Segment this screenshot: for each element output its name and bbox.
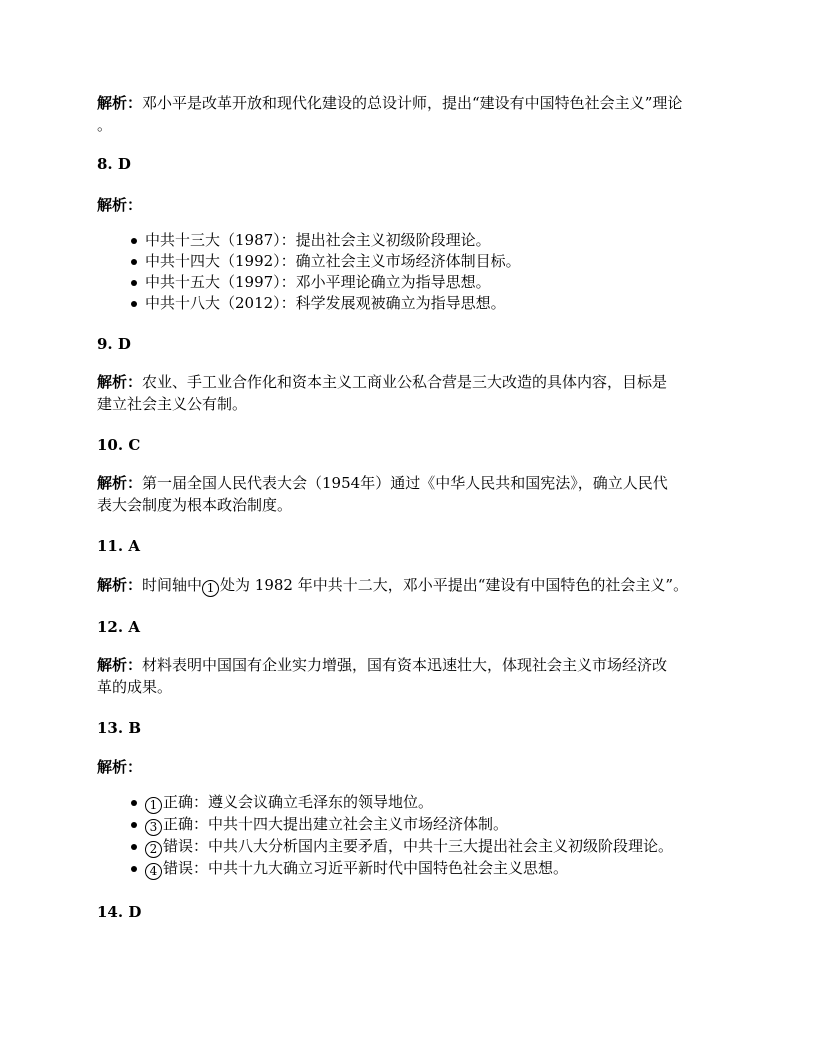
list-item-text: 错误：中共十九大确立习近平新时代中国特色社会主义思想。 — [163, 859, 569, 877]
analysis-text: 革的成果。 — [97, 678, 173, 696]
answer-11: 11. A — [97, 537, 140, 555]
list-item-text: 正确：遵义会议确立毛泽东的领导地位。 — [163, 793, 434, 811]
analysis-text: 材料表明中国国有企业实力增强，国有资本迅速壮大，体现社会主义市场经济改 — [142, 656, 668, 674]
q12-analysis — [97, 654, 723, 698]
analysis-label: 解析： — [97, 196, 143, 214]
circled-number: 1 — [202, 580, 219, 597]
analysis-text: 时间轴中 — [142, 576, 203, 594]
analysis-text: 邓小平是改革开放和现代化建设的总设计师，提出“建设有中国特色社会主义”理论 — [142, 94, 683, 112]
list-item — [145, 792, 723, 814]
answer-12: 12. A — [97, 618, 140, 636]
answer-document — [97, 92, 723, 922]
list-item — [145, 836, 723, 858]
analysis-label: 解析： — [97, 474, 143, 492]
answer-14: 14. D — [97, 903, 142, 921]
analysis-label: 解析： — [97, 373, 143, 391]
answer-8: 8. D — [97, 155, 131, 173]
circled-number: 2 — [145, 841, 162, 858]
analysis-label: 解析： — [97, 656, 143, 674]
answer-10: 10. C — [97, 436, 141, 454]
circled-number: 4 — [145, 863, 162, 880]
q8-analysis-list — [97, 230, 723, 314]
answer-13: 13. B — [97, 719, 141, 737]
list-item — [145, 814, 723, 836]
analysis-text: 表大会制度为根本政治制度。 — [97, 496, 293, 514]
answer-9: 9. D — [97, 335, 131, 353]
q11-analysis — [97, 574, 723, 597]
circled-number: 3 — [145, 819, 162, 836]
list-item: 中共十四大（1992）：确立社会主义市场经济体制目标。 — [145, 251, 723, 272]
list-item: 中共十八大（2012）：科学发展观被确立为指导思想。 — [145, 293, 723, 314]
analysis-text: 处为 1982 年中共十二大，邓小平提出“建设有中国特色的社会主义”。 — [220, 576, 689, 594]
analysis-label: 解析： — [97, 758, 143, 776]
q9-analysis — [97, 371, 723, 415]
list-item-text: 错误：中共八大分析国内主要矛盾，中共十三大提出社会主义初级阶段理论。 — [163, 837, 674, 855]
list-item: 中共十五大（1997）：邓小平理论确立为指导思想。 — [145, 272, 723, 293]
list-item — [145, 858, 723, 880]
q13-analysis-list — [97, 792, 723, 880]
intro-analysis-tail — [97, 114, 723, 136]
list-item: 中共十三大（1987）：提出社会主义初级阶段理论。 — [145, 230, 723, 251]
analysis-label: 解析： — [97, 94, 143, 112]
analysis-text: 第一届全国人民代表大会（1954年）通过《中华人民共和国宪法》，确立人民代 — [142, 474, 668, 492]
analysis-text: 农业、手工业合作化和资本主义工商业公私合营是三大改造的具体内容，目标是 — [142, 373, 668, 391]
q10-analysis — [97, 472, 723, 516]
analysis-text: 建立社会主义公有制。 — [97, 395, 248, 413]
analysis-text-tail: 。 — [97, 116, 113, 134]
list-item-text: 正确：中共十四大提出建立社会主义市场经济体制。 — [163, 815, 509, 833]
circled-number: 1 — [145, 797, 162, 814]
intro-analysis — [97, 92, 725, 114]
analysis-label: 解析： — [97, 576, 143, 594]
